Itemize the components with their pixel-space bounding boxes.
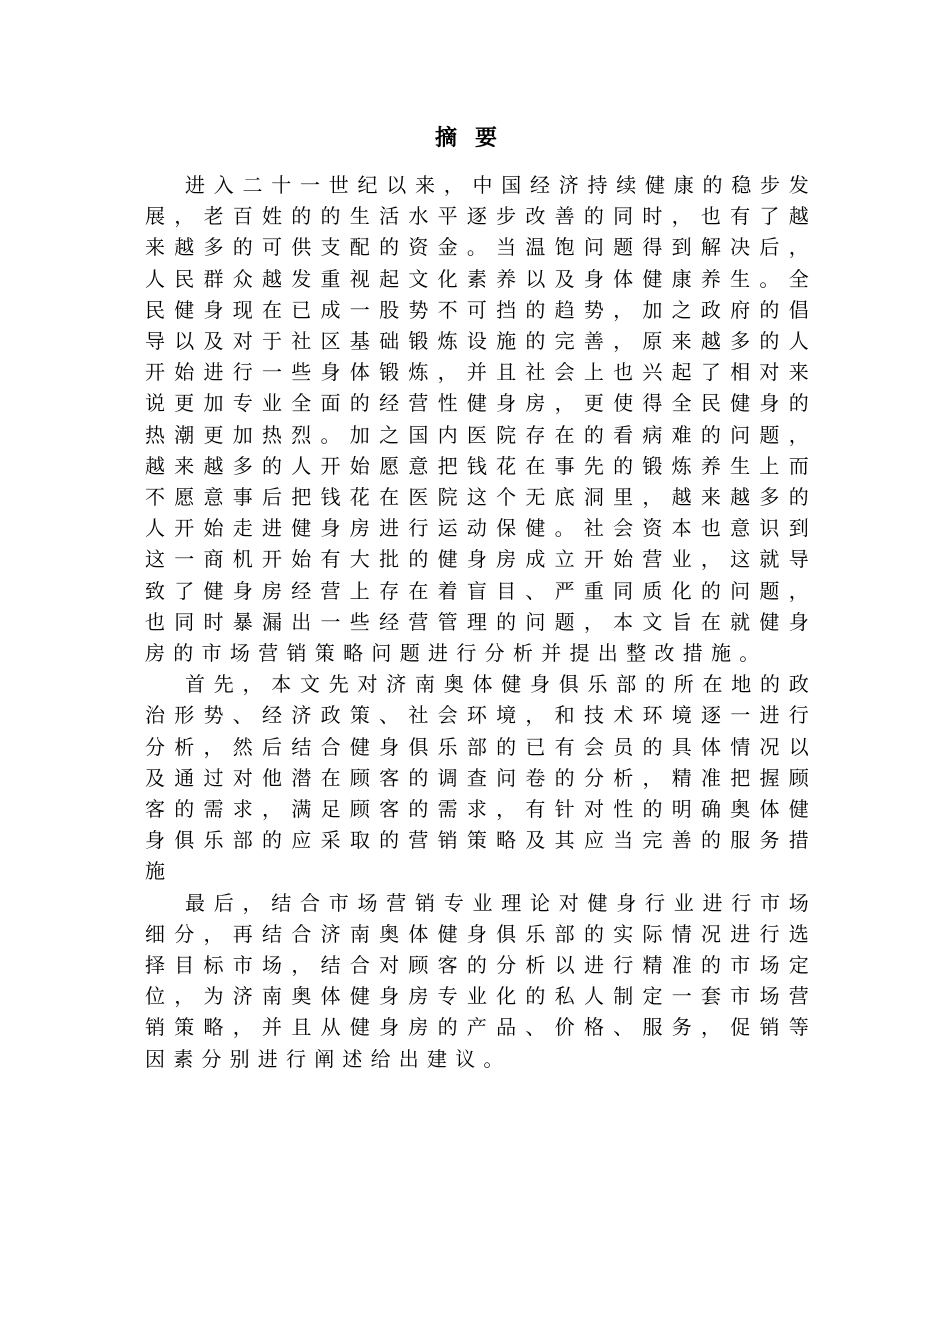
abstract-body — [145, 170, 817, 1075]
paragraph-2: 首先，本文先对济南奥体健身俱乐部的所在地的政治形势、经济政策、社会环境，和技术环境逐一进行分析，然后结合健身俱乐部的已有会员的具体情况以及通过对他潜在顾客的调查问卷的分析，精准把握顾客的需求，满足顾客的需求，有针对性的明确奥体健身俱乐部的应采取的营销策略及其应当完善的服务措施 — [145, 672, 817, 884]
page-title: 摘要 — [434, 125, 515, 151]
paragraph-1: 进入二十一世纪以来，中国经济持续健康的稳步发展，老百姓的的生活水平逐步改善的同时，也有了越来越多的可供支配的资金。当温饱问题得到解决后，人民群众越发重视起文化素养以及身体健康养生。全民健身现在已成一股势不可挡的趋势，加之政府的倡导以及对于社区基础锻炼设施的完善，原来越多的人开始进行一些身体锻炼，并且社会上也兴起了相对来说更加专业全面的经营性健身房，更使得全民健身的热潮更加热烈。加之国内医院存在的看病难的问题，越来越多的人开始愿意把钱花在事先的锻炼养生上而不愿意事后把钱花在医院这个无底洞里，越来越多的人开始走进健身房进行运动保健。社会资本也意识到这一商机开始有大批的健身房成立开始营业，这就导致了健身房经营上存在着盲目、严重同质化的问题，也同时暴漏出一些经营管理的问题，本文旨在就健身房的市场营销策略问题进行分析并提出整改措施。 — [145, 173, 817, 666]
paragraph-3: 最后，结合市场营销专业理论对健身行业进行市场细分，再结合济南奥体健身俱乐部的实际情况进行选择目标市场，结合对顾客的分析以进行精准的市场定位，为济南奥体健身房专业化的私人制定一套市场营销策略，并且从健身房的产品、价格、服务，促销等因素分别进行阐述给出建议。 — [145, 890, 817, 1071]
